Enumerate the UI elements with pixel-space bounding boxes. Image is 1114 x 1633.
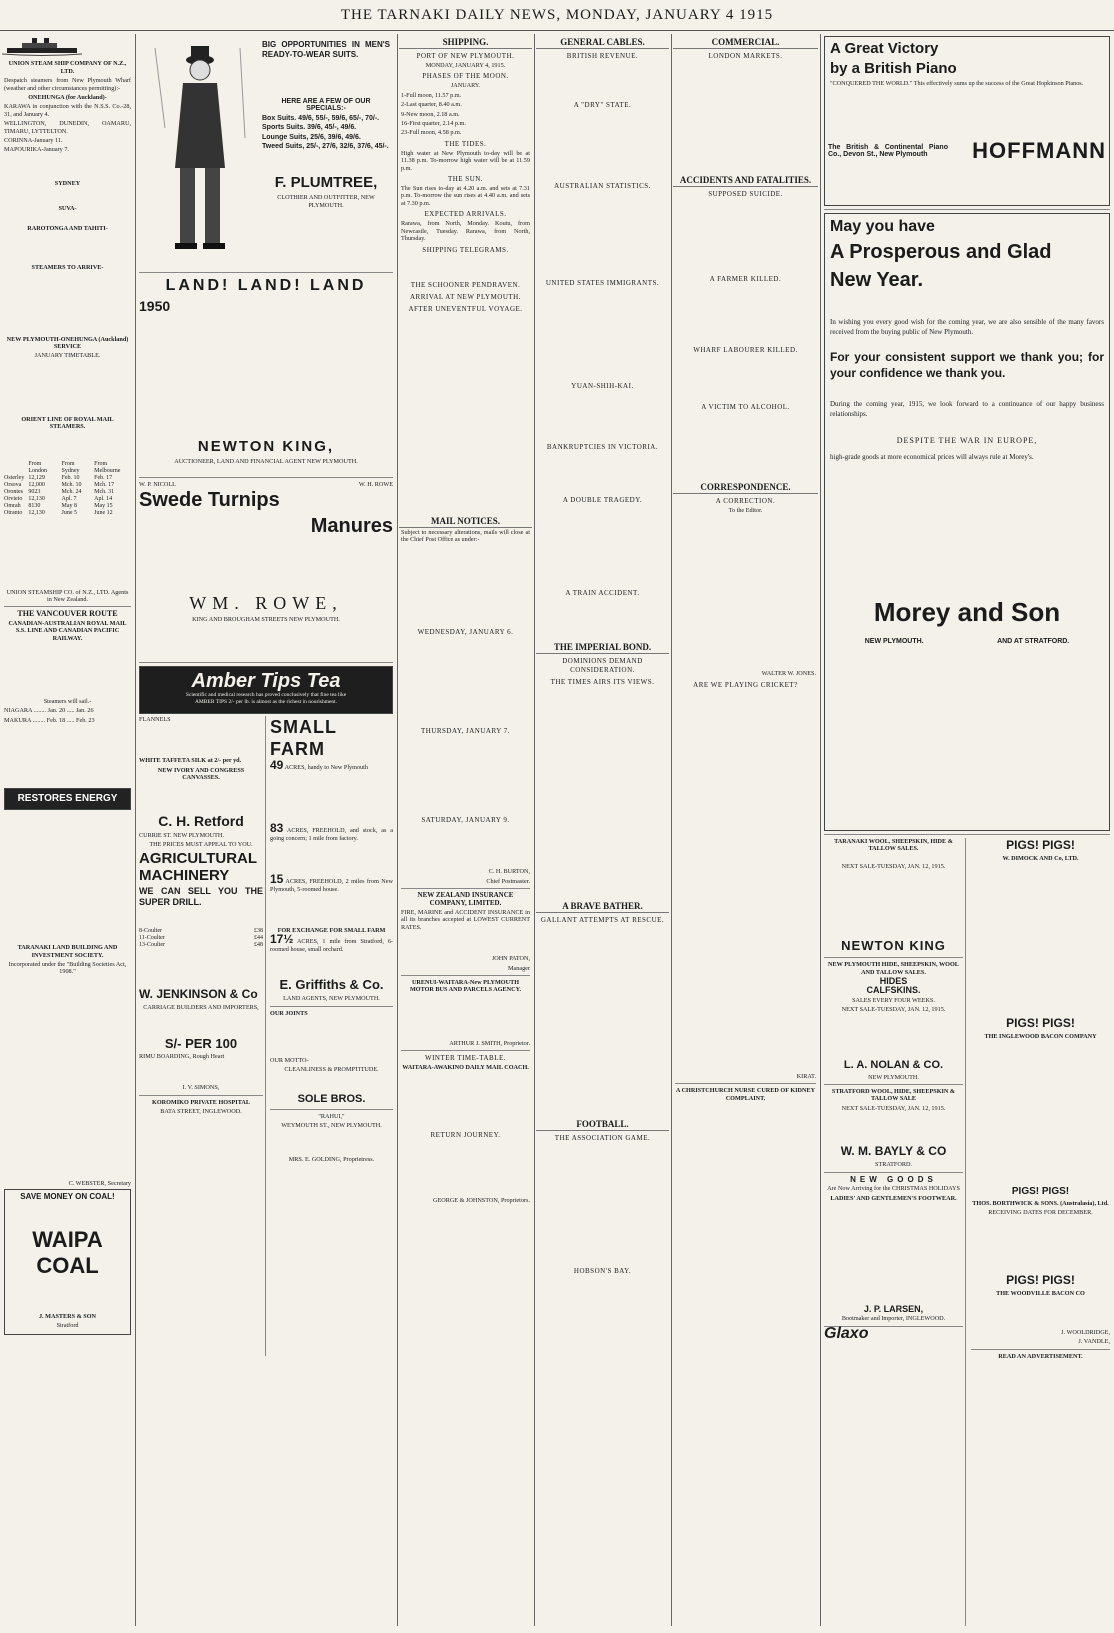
pigs-heading-1: PIGS! PIGS! <box>1006 838 1075 852</box>
taranaki-land-heading: TARANAKI LAND BUILDING AND INVESTMENT SOCIETY. <box>17 944 118 959</box>
webster-text: C. WEBSTER, Secretary <box>68 1179 131 1187</box>
us-immigrants-heading: UNITED STATES IMMIGRANTS. <box>545 279 660 287</box>
amber-tips-title: Amber Tips Tea <box>191 670 341 692</box>
column-rule <box>820 34 821 1626</box>
arrive-heading: STEAMERS TO ARRIVE- <box>31 264 104 272</box>
mail-thursday: THURSDAY, JANUARY 7. <box>420 727 511 736</box>
nz-insurance-heading: NEW ZEALAND INSURANCE COMPANY, LIMITED. <box>417 891 514 907</box>
griffiths-sub: LAND AGENTS, NEW PLYMOUTH. <box>283 995 380 1003</box>
masters-text: J. MASTERS & SON <box>38 1312 97 1320</box>
super-drill-heading: WE CAN SELL YOU THE SUPER DRILL. <box>139 886 263 908</box>
hospital-heading: KOROMIKO PRIVATE HOSPITAL <box>152 1098 250 1106</box>
wharf-labourer-heading: WHARF LABOURER KILLED. <box>693 346 798 354</box>
joints-heading: OUR JOINTS <box>270 1009 308 1017</box>
plumtree-name: F. PLUMTREE, <box>274 174 378 192</box>
suva-heading: SUVA- <box>58 205 77 213</box>
plumtree-lounge-suits: Lounge Suits, 25/6, 39/6, 49/6. <box>262 133 361 141</box>
morey-war-text: DESPITE THE WAR IN EUROPE, <box>896 436 1038 445</box>
land-year: 1950 <box>139 298 171 314</box>
borthwick-name: THOS. BORTHWICK & SONS. (Australasia), Ltd. <box>972 1199 1109 1207</box>
rahui-heading: "RAHUI," <box>318 1112 345 1120</box>
shipping-heading: SHIPPING. <box>399 37 532 49</box>
morey-may-you-have: May you have <box>830 218 935 235</box>
column-shipping-news <box>399 34 532 1626</box>
column-commercial <box>673 34 818 1626</box>
postmaster-text: Chief Postmaster. <box>486 877 530 885</box>
column-rule <box>397 34 398 1626</box>
moon-line: 9-New moon, 2.18 a.m. <box>401 110 460 118</box>
incorporated-text: Incorporated under the "Building Societies Act, 1908." <box>8 961 127 976</box>
shipping-telegrams-heading: SHIPPING TELEGRAMS. <box>422 245 509 254</box>
pigs-column <box>969 838 1112 1626</box>
save-money-heading: SAVE MONEY ON COAL! <box>20 1192 115 1202</box>
sydney-heading: SYDNEY <box>54 179 81 187</box>
larsen-sub: Bootmaker and Importer, INGLEWOOD. <box>841 1315 946 1323</box>
amber-tips-line1: Scientific and medical research has proved conclusively that fine tea like <box>185 692 347 698</box>
inglewood-bacon-name: THE INGLEWOOD BACON COMPANY <box>984 1033 1097 1041</box>
imperial-bond-heading: THE IMPERIAL BOND. <box>536 642 669 654</box>
agricultural-machinery-heading: AGRICULTURAL MACHINERY <box>139 850 258 885</box>
port-heading: PORT OF NEW PLYMOUTH. <box>416 52 515 60</box>
wooldridge-name: J. WOOLDRIDGE, <box>1061 1329 1110 1337</box>
expected-arrivals-heading: EXPECTED ARRIVALS. <box>424 210 507 219</box>
kirat-signature: KIRAT. <box>796 1072 816 1080</box>
sun-heading: THE SUN. <box>447 175 484 184</box>
masthead-title: THE TARNAKI DAILY NEWS, MONDAY, JANUARY 4 1915 <box>340 7 774 23</box>
cleanliness-text: CLEANLINESS & PROMPTITUDE. <box>284 1066 379 1074</box>
nicoll-text: W. P. NICOLL <box>139 481 176 488</box>
vandle-name: J. VANDLE, <box>1078 1338 1110 1346</box>
correction-heading: A CORRECTION. <box>715 497 776 505</box>
schooner-heading: THE SCHOONER PENDRAVEN. <box>410 280 521 289</box>
dry-state-heading: A "DRY" STATE. <box>573 101 632 109</box>
mail-notices-heading: MAIL NOTICES. <box>399 516 532 528</box>
steamers-sail-text: Steamers will sail.- <box>43 697 92 705</box>
return-journey-heading: RETURN JOURNEY. <box>430 1130 501 1139</box>
orient-sailing-table <box>2 461 133 517</box>
newton-king-name: NEWTON KING, <box>197 438 335 455</box>
football-heading: FOOTBALL. <box>536 1119 669 1131</box>
shipping-date: MONDAY, JANUARY 4, 1915. <box>425 62 506 69</box>
moon-line: 23-Full moon, 4.58 p.m. <box>401 129 462 137</box>
association-heading: THE ASSOCIATION GAME. <box>554 1134 651 1142</box>
tides-text: High water at New Plymouth to-day will be at 11.38 p.m. To-morrow high water will be at 11.59 p.m. <box>401 149 530 172</box>
plumtree-box-suits: Box Suits. 49/6, 55/-, 59/6, 65/-, 70/-. <box>262 114 380 122</box>
ivory-canvasses-text: NEW IVORY AND CONGRESS CANVASSES. <box>157 766 245 782</box>
griffiths-name: E. Griffiths & Co. <box>279 977 384 993</box>
table-row: Osterley 12,129 Feb. 10 Feb. 17 <box>4 474 113 481</box>
calfskins-heading: CALFSKINS. <box>866 985 921 996</box>
wm-rowe-address: KING AND BROUGHAM STREETS NEW PLYMOUTH. <box>192 616 340 624</box>
rowe-small-text: W. H. ROWE <box>358 481 393 488</box>
table-row: 13-Coulter £48 <box>139 942 263 949</box>
arrival-heading: ARRIVAL AT NEW PLYMOUTH. <box>410 292 521 301</box>
table-row: 8-Coulter £38 <box>139 928 263 935</box>
larsen-name: J. P. LARSEN, <box>863 1303 924 1314</box>
dominions-heading: DOMINIONS DEMAND CONSIDERATION. <box>562 657 643 674</box>
receiving-dates-heading: RECEIVING DATES FOR DECEMBER. <box>988 1209 1093 1217</box>
accidents-heading: ACCIDENTS AND FATALITIES. <box>673 175 818 187</box>
plumtree-sports-suits: Sports Suits. 39/6, 45/-, 49/6. <box>262 124 357 132</box>
small-farm-column: SMALL FARM 49 ACRES, handy to New Plymouth 83 ACRES, FREEHOLD, and stock, as a going concern; 1 mile from factory. 15 ACRES, FREEHOLD, 2 miles from New Plymouth, 5-roomed house. FOR EXCHANGE FOR SMALL FARM 17½ ACRES, 1 mile from Stratford, 6-roomed house, small orchard. E. Griffiths & Co. LAND AGENTS, NEW PLYMOUTH. OUR JOINTS OUR MOTTO- CLEANLINESS & PROMPTITUDE. SOLE BROS. "RAHUI," WEYMOUTH ST., NEW PLYMOUTH. MRS. E. GOLDING, Proprietress. <box>270 717 393 1163</box>
winter-timetable-heading: WINTER TIME-TABLE. <box>424 1054 507 1063</box>
jenkinson-name: W. JENKINSON & Co <box>139 987 258 1002</box>
morey-support-text: For your consistent support we thank you; for your confidence we thank you. <box>830 350 1104 380</box>
coach-heading: WAITARA-AWAKINO DAILY MAIL COACH. <box>402 1064 529 1072</box>
moon-line: 16-First quarter, 2.14 p.m. <box>401 120 466 128</box>
union-agents-text: UNION STEAMSHIP CO. of N.Z., LTD. Agents in New Zealand. <box>6 588 129 603</box>
plumtree-headline: BIG OPPORTUNITIES IN MEN'S READY-TO-WEAR SUITS. <box>262 40 390 59</box>
column-shipping-lines <box>2 34 133 1626</box>
retford-address: CURRIE ST. NEW PLYMOUTH. <box>139 831 224 839</box>
column-general-cables <box>536 34 669 1626</box>
morey-stratford: AND AT STRATFORD. <box>997 638 1070 646</box>
union-steam-ship-heading: UNION STEAM SHIP COMPANY OF N.Z., LTD. <box>8 60 127 75</box>
jones-signature: WALTER W. JONES. <box>761 670 816 678</box>
waipa-coal-ad <box>4 1189 131 1335</box>
wool-pigs-block <box>822 838 1112 1626</box>
orient-heading: ORIENT LINE OF ROYAL MAIL STEAMERS. <box>21 415 114 431</box>
vancouver-heading: THE VANCOUVER ROUTE <box>17 609 118 619</box>
sun-text: The Sun rises to-day at 4.20 a.m. and sets at 7.31 p.m. To-morrow the sun rises at 4.40 a.m. and sets at 7.30 p.m. <box>401 185 530 207</box>
voyage-heading: AFTER UNEVENTFUL VOYAGE. <box>408 304 523 313</box>
restores-energy-text: RESTORES ENERGY <box>17 793 118 805</box>
moon-phases-heading: PHASES OF THE MOON. <box>422 72 509 81</box>
mapourika-text: MAPOURIKA-January 7. <box>4 146 69 154</box>
piano-subtitle: by a British Piano <box>830 60 957 77</box>
newton-king-land-ad <box>137 276 395 474</box>
timber-price: S/- PER 100 <box>164 1035 238 1051</box>
column-rule <box>534 34 535 1626</box>
gentleman-figure-icon <box>145 38 255 258</box>
table-row: Otranto 12,130 June 5 June 12 <box>4 509 113 516</box>
wool-sales-heading: TARANAKI WOOL, SHEEPSKIN, HIDE & TALLOW SALES. <box>834 838 953 853</box>
christmas-text: Are Now Arriving for the CHRISTMAS HOLIDAYS <box>827 1185 960 1193</box>
column-rule <box>671 34 672 1626</box>
land-headline: LAND! LAND! LAND <box>165 277 367 294</box>
british-piano-ad <box>824 36 1110 206</box>
gallant-heading: GALLANT ATTEMPTS AT RESCUE. <box>540 916 665 924</box>
yuan-shih-kai-heading: YUAN-SHIH-KAI. <box>571 382 634 390</box>
morey-name: Morey and Son <box>873 597 1061 628</box>
next-sale-1: NEXT SALE-TUESDAY, JAN. 12, 1915. <box>841 862 946 870</box>
waipa-coal-title: WAIPA COAL <box>32 1226 103 1278</box>
tides-heading: THE TIDES. <box>444 139 487 148</box>
column-advertisements <box>137 34 395 1626</box>
corinna-text: CORINNA-January 11. <box>4 137 63 145</box>
retford-column <box>137 716 266 1356</box>
to-editor-text: To the Editor. <box>728 507 763 514</box>
double-tragedy-heading: A DOUBLE TRAGEDY. <box>562 496 643 504</box>
table-row: Omrah 8130 May 8 May 15 <box>4 502 113 509</box>
canadian-heading: CANADIAN-AUSTRALIAN ROYAL MAIL S.S. LINE AND CANADIAN PACIFIC RAILWAY. <box>8 619 127 642</box>
column-right-ads <box>822 34 1112 1626</box>
woodville-bacon-name: THE WOODVILLE BACON CO <box>996 1289 1085 1297</box>
farm-49-text: ACRES, handy to New Plymouth <box>284 764 368 771</box>
hospital-street: BATA STREET, INGLEWOOD. <box>160 1108 242 1116</box>
onehunga-heading: ONEHUNGA (for Auckland)- <box>28 94 107 102</box>
piano-body: "CONQUERED THE WORLD." This effectively sums up the success of the Great Hopkinson Pianos. <box>830 80 1084 87</box>
masthead <box>0 0 1114 31</box>
morey-and-son-ad <box>824 213 1110 831</box>
piano-company: The British & Continental Piano Co., Devon St., New Plymouth <box>828 144 948 159</box>
makura-text: MAKURA ........ Feb. 18 ..... Feb. 23 <box>4 716 95 724</box>
manures-heading: Manures <box>310 515 393 538</box>
pigs-heading-3: PIGS! PIGS! <box>1011 1185 1070 1197</box>
weymouth-text: WEYMOUTH ST., NEW PLYMOUTH. <box>281 1122 382 1130</box>
tenders-text: THE PRICES MUST APPEAL TO YOU. <box>149 841 253 849</box>
british-revenue-heading: BRITISH REVENUE. <box>566 52 639 60</box>
morey-highgrade-text: high-grade goods at more economical prices will always rule at Morey's. <box>830 453 1034 462</box>
smith-text: ARTHUR J. SMITH, Proprietor. <box>449 1039 530 1047</box>
mail-intro: Subject to necessary alterations, mails will close at the Chief Post Office as under:- <box>401 528 530 543</box>
pigs-heading-4: PIGS! PIGS! <box>1006 1272 1075 1287</box>
golding-text: MRS. E. GOLDING, Proprietress. <box>288 1155 375 1163</box>
steamship-icon <box>2 36 82 56</box>
urenui-heading: URENUI-WAITARA-New PLYMOUTH MOTOR BUS AND PARCELS AGENCY. <box>409 978 522 994</box>
nurse-cured-heading: A CHRISTCHURCH NURSE CURED OF KIDNEY COMPLAINT. <box>675 1087 816 1102</box>
table-row: 11-Coulter £44 <box>139 935 263 942</box>
plumtree-trade: CLOTHIER AND OUTFITTER, NEW PLYMOUTH. <box>277 194 375 209</box>
commercial-heading: COMMERCIAL. <box>673 37 818 49</box>
general-cables-heading: GENERAL CABLES. <box>536 37 669 49</box>
nolan-np: NEW PLYMOUTH. <box>868 1073 919 1081</box>
retford-name: C. H. Retford <box>158 812 244 829</box>
every-four-weeks: SALES EVERY FOUR WEEKS. <box>852 996 935 1004</box>
january-heading: JANUARY. <box>450 82 481 90</box>
rarotonga-heading: RAROTONGA AND TAHITI- <box>27 224 108 232</box>
australian-statistics-heading: AUSTRALIAN STATISTICS. <box>554 182 651 190</box>
times-views-heading: THE TIMES AIRS ITS VIEWS. <box>550 678 655 686</box>
footwear-heading: LADIES' AND GENTLEMEN'S FOOTWEAR. <box>830 1194 957 1202</box>
wm-rowe-name: WM. ROWE, <box>189 593 343 614</box>
restores-energy-ad <box>4 788 131 810</box>
drill-price-table <box>137 928 265 949</box>
hobsons-bay-heading: HOBSON'S BAY. <box>573 1267 632 1275</box>
paton-manager: Manager <box>508 964 530 972</box>
cricket-heading: ARE WE PLAYING CRICKET? <box>693 680 798 689</box>
hoffmann-brand: HOFFMANN <box>972 138 1106 164</box>
glaxo-logo: Glaxo <box>824 1324 869 1342</box>
table-row: Orsova 12,000 Mch. 10 Mch. 17 <box>4 481 115 488</box>
london-markets-heading: LONDON MARKETS. <box>708 52 783 60</box>
next-sale-2: NEXT SALE-TUESDAY, JAN. 12, 1915. <box>841 1006 946 1014</box>
column-rule <box>135 34 136 1626</box>
morey-new-plymouth: NEW PLYMOUTH. <box>864 638 924 646</box>
plumtree-ad <box>137 34 395 269</box>
piano-title: A Great Victory <box>830 40 939 57</box>
hide-sales-heading: NEW PLYMOUTH HIDE, SHEEPSKIN, WOOL AND TALLOW SALES. <box>828 961 959 976</box>
new-goods-heading: NEW GOODS <box>850 1174 937 1184</box>
newton-king-sub: AUCTIONEER, LAND AND FINANCIAL AGENT NEW PLYMOUTH. <box>174 458 358 465</box>
mail-wednesday: WEDNESDAY, JANUARY 6. <box>417 628 514 637</box>
swede-turnips-heading: Swede Turnips <box>139 489 280 512</box>
small-farm-title: SMALL FARM <box>270 717 337 759</box>
moon-line: 1-Full moon, 11.57 p.m. <box>401 91 462 99</box>
niagara-text: NIAGARA ........ Jan. 20 ..... Jan. 26 <box>4 707 94 715</box>
amber-tips-tea-ad <box>139 666 393 714</box>
sole-bros-name: SOLE BROS. <box>297 1092 366 1105</box>
stratford-wool-heading: STRATFORD WOOL, HIDE, SHEEPSKIN & TALLOW SALE <box>831 1088 956 1103</box>
johnston-text: GEORGE & JOHNSTON, Proprietors. <box>433 1196 530 1204</box>
newplymouth-service-heading: NEW PLYMOUTH-ONEHUNGA (Auckland) SERVICE <box>6 335 129 350</box>
motto-text: OUR MOTTO- <box>270 1057 309 1065</box>
nolan-name: L. A. NOLAN & CO. <box>843 1058 944 1071</box>
paton-name: JOHN PATON, <box>491 955 530 963</box>
brave-bather-heading: A BRAVE BATHER. <box>536 901 669 913</box>
wool-sales-column <box>822 838 966 1626</box>
jenkinson-sub: CARRIAGE BUILDERS AND IMPORTERS, <box>143 1004 259 1012</box>
exchange-heading: FOR EXCHANGE FOR SMALL FARM <box>277 927 386 935</box>
morey-during-text: During the coming year, 1915, we look forward to a continuance of our happy business relationships. <box>830 400 1104 418</box>
table-row: Orvieto 12,130 Apl. 7 Apl. 14 <box>4 495 113 502</box>
dimock-name: W. DIMOCK AND Co, LTD. <box>1002 855 1079 862</box>
farm-83-text: ACRES, FREEHOLD, and stock, as a going concern; 1 mile from factory. <box>270 827 393 842</box>
suicide-heading: SUPPOSED SUICIDE. <box>708 190 783 198</box>
farmer-killed-heading: A FARMER KILLED. <box>709 275 782 283</box>
morey-new-year: New Year. <box>830 269 924 291</box>
correspondence-heading: CORRESPONDENCE. <box>673 482 818 494</box>
white-taffeta-text: WHITE TAFFETA SILK at 2/- per yd. <box>139 757 242 765</box>
nz-insurance-text: FIRE, MARINE and ACCIDENT INSURANCE in all its branches accepted at LOWEST CURRENT RATES. <box>401 908 530 931</box>
victim-alcohol-heading: A VICTIM TO ALCOHOL. <box>701 403 790 411</box>
table-row: Orontes 9023 Mch. 24 Mch. 31 <box>4 488 115 495</box>
plumtree-specials-heading: HERE ARE A FEW OF OUR SPECIALS:- <box>281 98 371 113</box>
despatch-text: Despatch steamers from New Plymouth Wharf (weather and other circumstances permitting):- <box>4 77 131 92</box>
farm-15-text: ACRES, FREEHOLD, 2 miles from New Plymouth, 5-roomed house. <box>270 878 393 893</box>
morey-prosperous: A Prosperous and Glad <box>830 241 1052 263</box>
farm-17-text: ACRES, 1 mile from Stratford, 6-roomed house, small orchard. <box>270 938 393 953</box>
masters-stratford: Stratford <box>56 1322 79 1330</box>
read-advertisement-heading: READ AN ADVERTISEMENT. <box>998 1352 1083 1360</box>
mail-saturday: SATURDAY, JANUARY 9. <box>421 816 510 825</box>
morey-wishing-text: In wishing you every good wish for the coming year, we are also sensible of the many favors received from the buying public of New Plymouth. <box>830 318 1104 336</box>
moon-line: 2-Last quarter, 8.40 a.m. <box>401 101 462 109</box>
rimu-text: RIMU BOARDING, Rough Heart <box>139 1052 225 1060</box>
next-sale-3: NEXT SALE-TUESDAY, JAN. 12, 1915. <box>841 1104 946 1112</box>
timetable-heading: JANUARY TIMETABLE. <box>34 352 101 360</box>
pigs-heading-2: PIGS! PIGS! <box>1006 1016 1075 1031</box>
plumtree-tweed-suits: Tweed Suits, 25/-, 27/6, 32/6, 37/6, 45/-. <box>262 143 389 151</box>
burton-name: C. H. BURTON, <box>488 868 530 876</box>
wellington-text: WELLINGTON, DUNEDIN, OAMARU, TIMARU, LYTTELTON. <box>4 120 131 135</box>
amber-tips-line2: AMBER TIPS 2/- per lb. is almost as the richest in nourishment. <box>194 698 338 705</box>
bayly-stratford: STRATFORD. <box>875 1161 912 1169</box>
hides-heading: HIDES <box>879 976 908 987</box>
simons-text: I. V. SIMONS, <box>182 1084 220 1092</box>
rowe-swede-ad <box>137 481 395 659</box>
expected-arrivals-text: Rarawa, from North, Monday. Koutu, from Newcastle, Tuesday. Rarawa, from North, Thursday. <box>401 220 530 243</box>
retford-smallfarm-block <box>137 716 395 1356</box>
karawa-text: KARAWA in conjunction with the N.S.S. Co.-28, 31, and January 4. <box>4 103 131 118</box>
bankruptcies-heading: BANKRUPTCIES IN VICTORIA. <box>546 443 659 451</box>
flannels-text: FLANNELS <box>139 716 171 723</box>
newton-king-wool-name: NEWTON KING <box>841 938 946 954</box>
bayly-name: W. M. BAYLY & CO <box>840 1144 947 1159</box>
table-header-row: From London From Sydney From Melbourne <box>28 460 121 474</box>
train-accident-heading: A TRAIN ACCIDENT. <box>565 589 640 597</box>
